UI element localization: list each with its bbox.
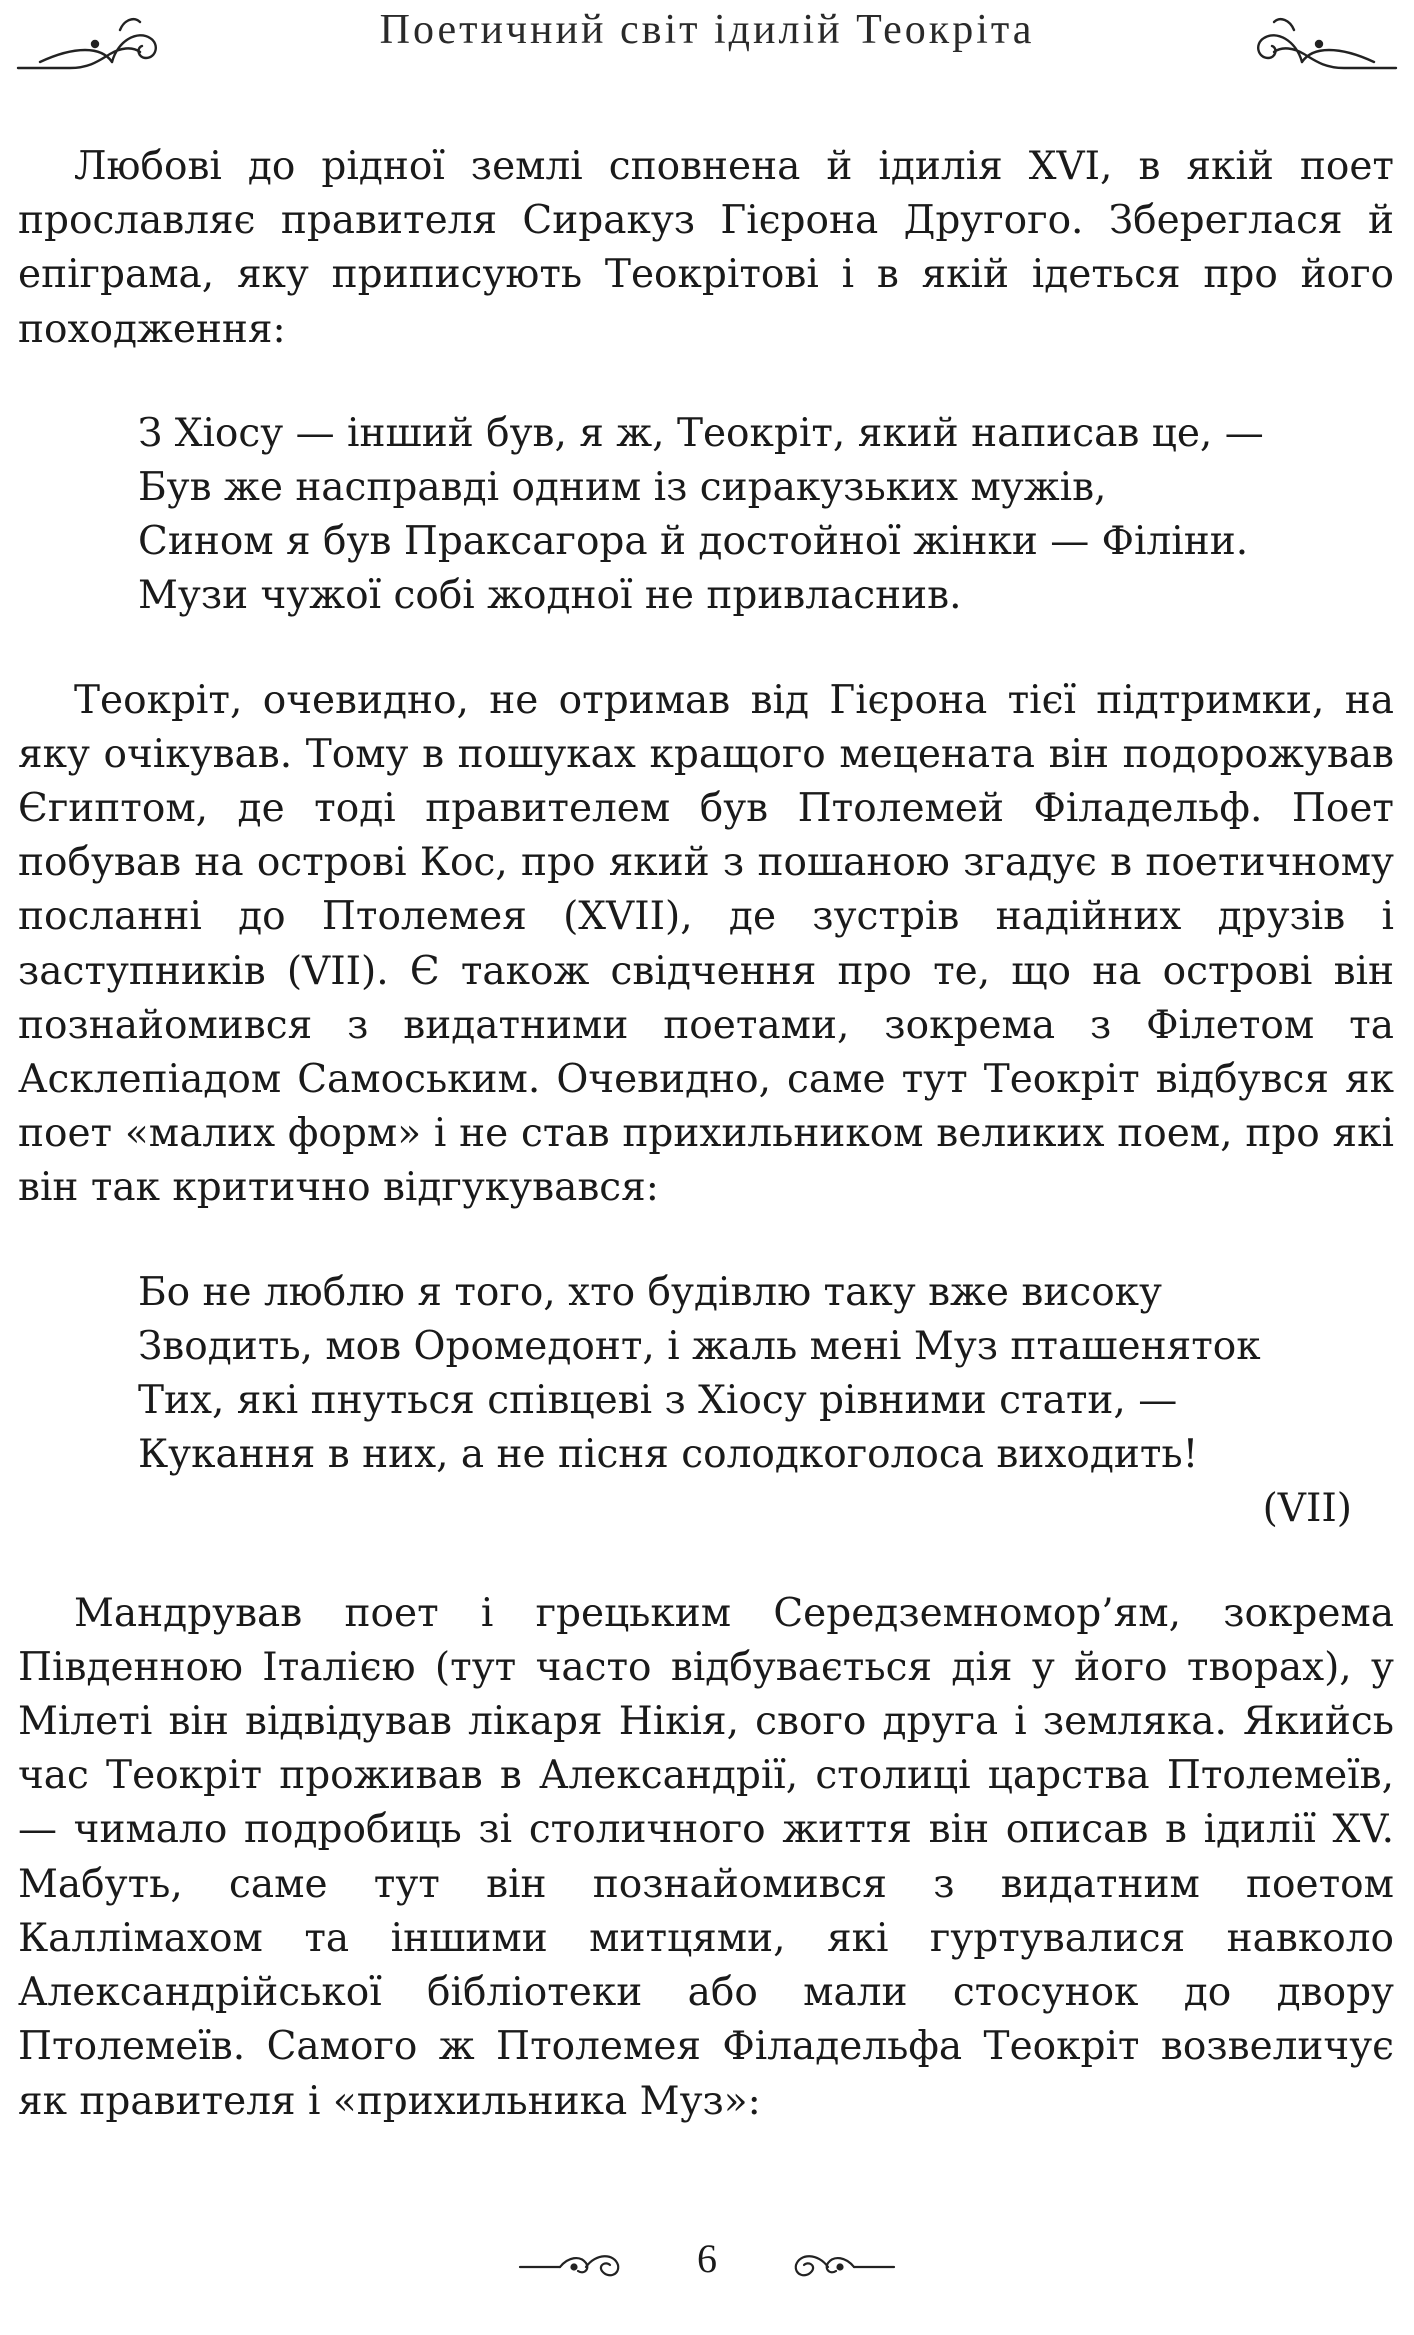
idyll-vii-quote	[138, 1266, 1358, 1537]
page-number: 6	[697, 2236, 717, 2281]
running-header	[0, 0, 1414, 80]
verse-line: З Хіосу — інший був, я ж, Теокріт, який написав це, —	[138, 410, 1264, 456]
quote-attribution: (VII)	[1262, 1486, 1352, 1532]
paragraph-2: Теокріт, очевидно, не отримав від Гієрона тієї підтримки, на яку очікував. Тому в пошуках кращого мецената він подорожував Єгиптом, де тоді правителем був Птолемей Філадельф. Поет побував на острові Кос, про який з пошаною згадує в поетичному посланні до Птолемея (XVII), де зустрів надійних друзів і заступників (VII). Є також свідчення про те, що на острові він познайомився з видатними поетами, зокрема з Філетом та Асклепіадом Самоським. Очевидно, саме тут Теокріт відбувся як поет «малих форм» і не став прихильником великих поем, про які він так критично відгукувався:	[18, 677, 1394, 1211]
paragraph-3: Мандрував поет і грецьким Середземномор’ям, зокрема Південною Італією (тут часто відбувається дія у його творах), у Мілеті він відвідував лікаря Нікія, свого друга і земляка. Якийсь час Теокріт проживав в Александрії, столиці царства Птолемеїв, — чимало подробиць зі столичного життя він описав в ідилії XV. Мабуть, саме тут він познайомився з видатним поетом Каллімахом та іншими митцями, які гуртувалися навколо Александрійської бібліотеки або мали стосунок до двору Птолемеїв. Самого ж Птолемея Філадельфа Теокріт возвеличує як правителя і «прихильника Муз»:	[18, 1590, 1394, 2124]
verse-line: Тих, які пнуться співцеві з Хіосу рівними стати, —	[138, 1378, 1178, 1424]
epigram-verse	[138, 407, 1358, 624]
verse-line: Зводить, мов Оромедонт, і жаль мені Муз пташеняток	[138, 1323, 1261, 1369]
verse-line: Був же насправді одним із сиракузьких мужів,	[138, 465, 1107, 511]
page-footer	[0, 2235, 1414, 2295]
verse-line: Сином я був Праксагора й достойної жінки — Філіни.	[138, 519, 1249, 565]
running-title: Поетичний світ ідилій Теокріта	[379, 7, 1035, 53]
page-body	[18, 140, 1394, 2129]
verse-line: Кукання в них, а не пісня солодкоголоса виходить!	[138, 1432, 1199, 1478]
verse-line: Бо не люблю я того, хто будівлю таку вже високу	[138, 1269, 1162, 1315]
verse-line: Музи чужої собі жодної не привласнив.	[138, 573, 962, 619]
paragraph-1: Любові до рідної землі сповнена й ідилія XVI, в якій поет прославляє правителя Сиракуз Гієрона Другого. Збереглася й епіграма, яку приписують Теокрітові і в якій ідеться про його походження:	[18, 144, 1394, 352]
